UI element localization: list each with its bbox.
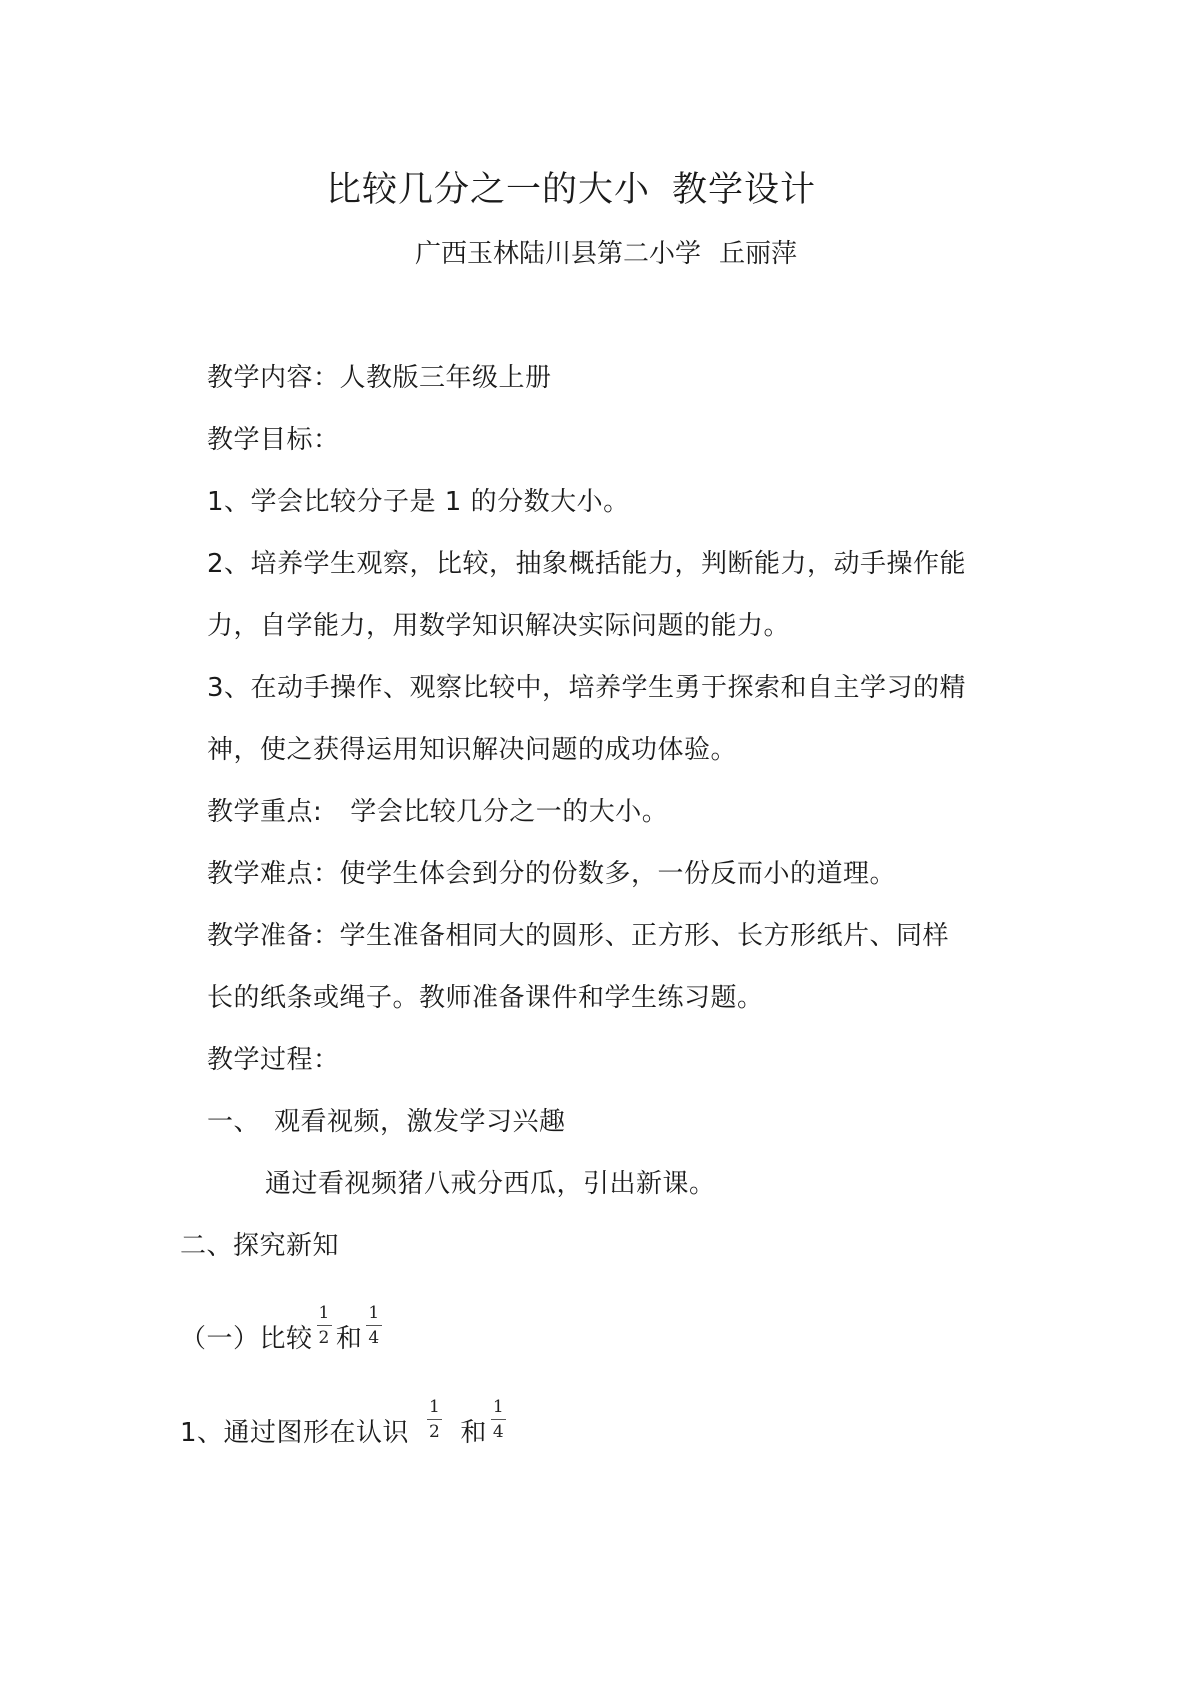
subsection-1-heading [180,1303,386,1361]
item-1-heading [180,1397,510,1455]
key-point-text: 学会比较几分之一的大小。 [350,797,669,827]
key-point-label: 教学重点: [207,797,323,827]
fraction-denominator: 2 [318,1328,330,1348]
key-point-line [207,794,668,830]
fraction-one-quarter [491,1398,506,1441]
goal-3-line-1: 3、在动手操作、观察比较中，培养学生勇于探索和自主学习的精 [207,673,967,703]
title-sub: 教学设计 [672,170,817,210]
goal-2-line-2: 力，自学能力，用数学知识解决实际问题的能力。 [207,611,791,641]
document-title [326,168,816,212]
preparation-line-2: 长的纸条或绳子。教师准备课件和学生练习题。 [207,983,764,1013]
and-text: 和 [335,1324,363,1354]
fraction-numerator: 1 [366,1304,381,1326]
subsection-1-prefix: （一）比较 [180,1324,313,1354]
item-1-prefix: 1、通过图形在认识 [180,1418,410,1448]
fraction-denominator: 2 [429,1422,441,1442]
section-1-text: 通过看视频猪八戒分西瓜，引出新课。 [265,1169,716,1199]
author-school: 广西玉林陆川县第二小学 [415,239,702,269]
author-name: 丘丽萍 [719,239,798,269]
section-1-title: 观看视频，激发学习兴趣 [274,1107,566,1137]
goal-1: 1、学会比较分子是 1 的分数大小。 [207,487,630,517]
goals-heading: 教学目标： [207,425,340,455]
fraction-denominator: 4 [368,1328,380,1348]
fraction-numerator: 1 [427,1398,442,1420]
author-line [415,236,797,272]
section-1-number: 一、 [207,1107,261,1137]
content-line: 教学内容：人教版三年级上册 [207,363,552,393]
fraction-numerator: 1 [491,1398,506,1420]
section-2-heading: 二、探究新知 [180,1231,340,1261]
fraction-one-half [317,1304,332,1347]
fraction-one-quarter [366,1304,381,1347]
fraction-denominator: 4 [492,1422,505,1442]
preparation-line-1: 教学准备：学生准备相同大的圆形、正方形、长方形纸片、同样 [207,921,950,951]
fraction-numerator: 1 [317,1304,332,1326]
fraction-one-half [427,1398,442,1441]
and-text: 和 [460,1418,487,1448]
process-heading: 教学过程： [207,1045,340,1075]
goal-3-line-2: 神，使之获得运用知识解决问题的成功体验。 [207,735,738,765]
section-1-heading [207,1104,566,1140]
difficulty-line: 教学难点：使学生体会到分的份数多，一份反而小的道理。 [207,859,897,889]
goal-2-line-1: 2、培养学生观察，比较，抽象概括能力，判断能力，动手操作能 [207,549,967,579]
title-main: 比较几分之一的大小 [326,170,651,210]
